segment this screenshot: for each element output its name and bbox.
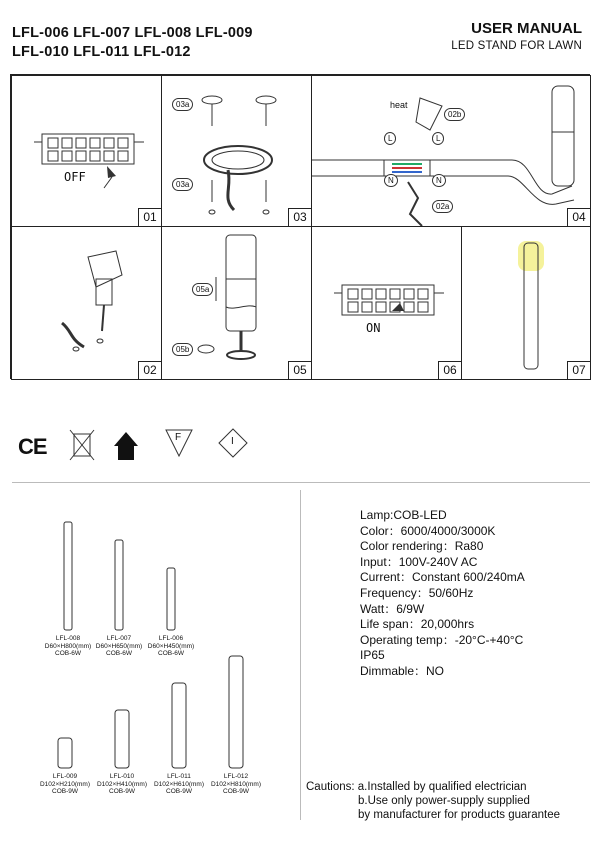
step-06-number: 06 [438, 361, 462, 380]
lamp-lfl-006-drawing [167, 568, 175, 630]
f-mark-icon [164, 428, 194, 463]
lamp-dimensions: D102×H610(mm) [153, 780, 205, 788]
section-divider [12, 482, 590, 483]
terminal-block-on-illustration [312, 227, 462, 380]
lamp-model: LFL-007 [106, 635, 132, 642]
drill-illustration [12, 227, 162, 380]
lamp-power: COB-9W [223, 788, 249, 795]
lamp-power: COB-6W [55, 650, 81, 657]
step-04-number: 04 [567, 208, 591, 227]
lamp-lfl-012-drawing [229, 656, 243, 768]
step-04-label-l-right: L [432, 132, 444, 145]
lamp-dimensions: D102×H410(mm) [96, 780, 148, 788]
step-04-label-02a: 02a [432, 200, 453, 213]
i-mark-letter: I [231, 436, 234, 447]
step-01-panel [11, 75, 162, 227]
lamp-model: LFL-009 [52, 773, 78, 780]
lamp-lineup [20, 500, 290, 820]
step-01-off-text: OFF [64, 170, 86, 184]
lamp-dimensions: D102×H210(mm) [39, 780, 91, 788]
step-02-number: 02 [138, 361, 162, 380]
lamp-caption-lfl-006 [136, 635, 206, 658]
column-divider [300, 490, 301, 820]
step-01-number: 01 [138, 208, 162, 227]
step-03-number: 03 [288, 208, 312, 227]
lamp-dimensions: D102×H810(mm) [210, 780, 262, 788]
spec-ip-rating: IP65 [360, 648, 385, 663]
model-list-line-1: LFL-006 LFL-007 LFL-008 LFL-009 [12, 25, 253, 41]
step-05-label-05a: 05a [192, 283, 213, 296]
lamp-model: LFL-011 [167, 773, 191, 780]
lamp-lfl-009-drawing [58, 738, 72, 768]
model-list [12, 24, 253, 62]
caution-line-1: Cautions: a.Installed by qualified electrician [306, 781, 527, 793]
pole-mount-illustration [162, 227, 312, 380]
spec-life-span: Life span：20,000hrs [360, 617, 475, 632]
lamp-lfl-007-drawing [115, 540, 123, 630]
indoor-use-house-icon [112, 428, 140, 467]
step-06-on-text: ON [366, 321, 381, 335]
caution-line-3: by manufacturer for products guarantee [358, 809, 561, 821]
spec-current: Current：Constant 600/240mA [360, 570, 525, 585]
lamp-model: LFL-008 [55, 635, 81, 642]
lamp-model: LFL-012 [223, 773, 249, 780]
lamp-model: LFL-006 [158, 635, 184, 642]
step-07-panel [461, 226, 591, 380]
step-04-label-n-right: N [432, 174, 446, 187]
cautions [306, 780, 560, 822]
caution-line-2: b.Use only power-supply supplied [358, 795, 530, 807]
lamp-caption-lfl-012 [201, 773, 271, 796]
step-04-heat-text: heat [390, 100, 408, 110]
step-05-panel [161, 226, 312, 380]
spec-color: Color：6000/4000/3000K [360, 523, 496, 538]
f-mark-letter: F [175, 432, 182, 443]
terminal-block-illustration [12, 76, 162, 227]
step-05-number: 05 [288, 361, 312, 380]
spec-input: Input：100V-240V AC [360, 554, 478, 569]
step-04-panel [311, 75, 591, 227]
lamp-lfl-008-drawing [64, 522, 72, 630]
lamp-dimensions: D60×H450(mm) [147, 642, 195, 650]
step-04-label-n-left: N [384, 174, 398, 187]
spec-color-rendering: Color rendering：Ra80 [360, 539, 484, 554]
manual-subtitle: LED STAND FOR LAWN [451, 40, 582, 52]
spec-frequency: Frequency：50/60Hz [360, 585, 474, 600]
lamp-lfl-010-drawing [115, 710, 129, 768]
step-03-panel [161, 75, 312, 227]
instruction-grid [10, 74, 590, 379]
lamp-power: COB-6W [106, 650, 132, 657]
weee-bin-icon [68, 428, 96, 467]
spec-operating-temp: Operating temp：-20°C-+40°C [360, 632, 524, 647]
step-03-label-03a-top: 03a [172, 98, 193, 111]
certification-row [18, 428, 258, 468]
step-05-label-05b: 05b [172, 343, 193, 356]
step-02-panel [11, 226, 162, 380]
lamp-model: LFL-010 [109, 773, 135, 780]
step-03-label-03a-bottom: 03a [172, 178, 193, 191]
spec-dimmable: Dimmable：NO [360, 663, 445, 678]
lamp-dimensions: D60×H650(mm) [95, 642, 143, 650]
manual-title: USER MANUAL [471, 20, 582, 37]
lamp-lfl-011-drawing [172, 683, 186, 768]
lamp-power: COB-6W [158, 650, 184, 657]
specifications [360, 508, 525, 680]
step-04-label-l-left: L [384, 132, 396, 145]
step-04-label-02b: 02b [444, 108, 465, 121]
spec-watt: Watt：6/9W [360, 601, 425, 616]
lamp-power: COB-9W [109, 788, 135, 795]
lamp-power: COB-9W [166, 788, 192, 795]
lit-lamp-illustration [462, 227, 591, 380]
step-06-panel [311, 226, 462, 380]
lamp-dimensions: D60×H800(mm) [44, 642, 92, 650]
step-07-number: 07 [567, 361, 591, 380]
lamp-power: COB-9W [52, 788, 78, 795]
ce-mark-icon: CE [18, 434, 47, 459]
lamp-lineup-drawing [20, 500, 290, 820]
i-mark-icon [218, 428, 248, 463]
spec-lamp: Lamp:COB-LED [360, 508, 447, 522]
model-list-line-2: LFL-010 LFL-011 LFL-012 [12, 44, 191, 60]
